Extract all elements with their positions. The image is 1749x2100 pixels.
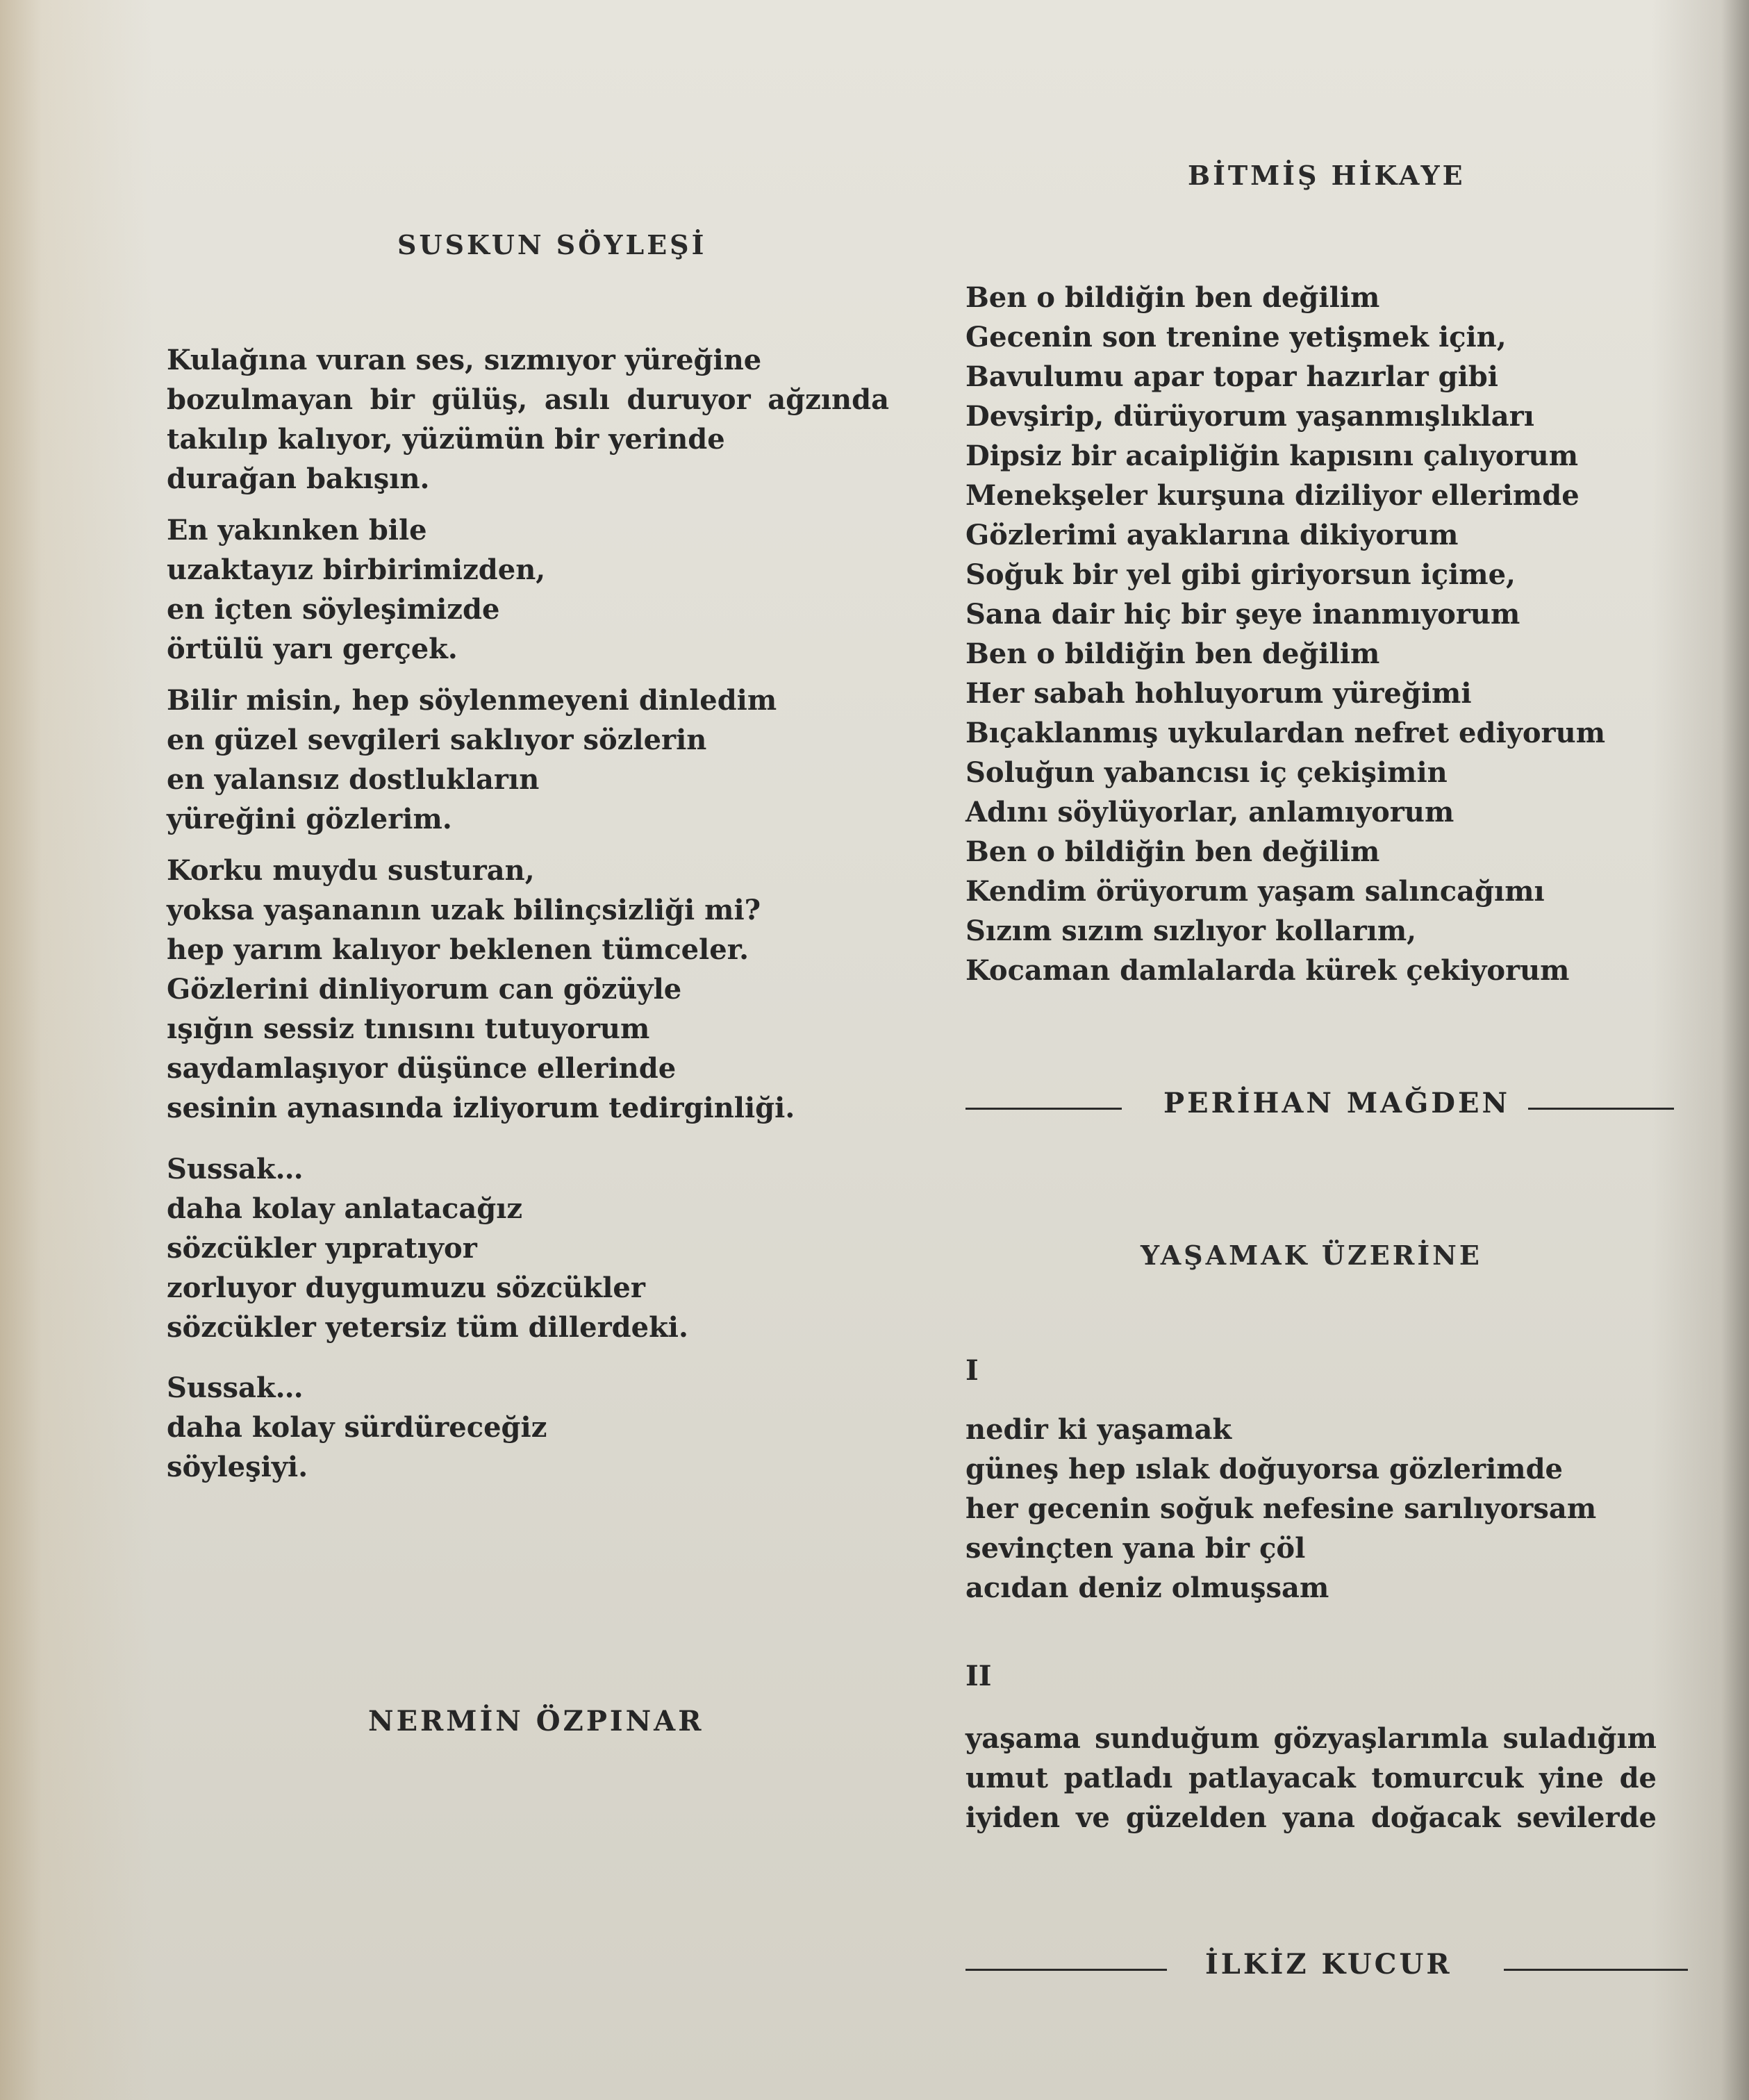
poem-section-1 — [965, 1410, 1596, 1608]
poem-line: bozulmayan bir gülüş, asılı duruyor ağzında — [167, 383, 889, 416]
poem-line: Soğuk bir yel gibi giriyorsun içime, — [965, 558, 1516, 591]
poem-line: Soluğun yabancısı iç çekişimin — [965, 756, 1448, 789]
poem-line: ışığın sessiz tınısını tutuyorum — [167, 1012, 650, 1045]
poem-line: Kulağına vuran ses, sızmıyor yüreğine — [167, 344, 762, 376]
poem-line: En yakınken bile — [167, 514, 427, 547]
author-perihan-magden: PERİHAN MAĞDEN — [1163, 1087, 1511, 1119]
poem-line: Ben o bildiğin ben değilim — [965, 281, 1380, 314]
poem-line: her gecenin soğuk nefesine sarılıyorsam — [965, 1492, 1597, 1525]
divider-rule — [1504, 1969, 1688, 1971]
stanza-2 — [167, 510, 545, 669]
poem-line: nedir ki yaşamak — [965, 1413, 1232, 1446]
poem-line: sözcükler yetersiz tüm dillerdeki. — [167, 1311, 688, 1344]
poem-section-2 — [965, 1719, 1657, 1838]
poem-line: hep yarım kalıyor beklenen tümceler. — [167, 933, 749, 966]
poem-line: iyiden ve güzelden yana doğacak sevilerde — [965, 1801, 1657, 1834]
author-nermin-ozpinar: NERMİN ÖZPINAR — [368, 1705, 704, 1738]
poem-line: güneş hep ıslak doğuyorsa gözlerimde — [965, 1453, 1563, 1485]
poem-line: yaşama sunduğum gözyaşlarımla suladığım — [965, 1722, 1657, 1755]
stanza-5 — [167, 1149, 688, 1347]
poem-line: Sızım sızım sızlıyor kollarım, — [965, 915, 1417, 947]
stanza-4 — [167, 851, 795, 1128]
poem-title-suskun-soylesi: SUSKUN SÖYLEŞİ — [397, 229, 707, 260]
author-ilkiz-kucur: İLKİZ KUCUR — [1205, 1948, 1452, 1981]
poem-line: zorluyor duygumuzu sözcükler — [167, 1272, 645, 1304]
poem-line: Gözlerini dinliyorum can gözüyle — [167, 973, 682, 1006]
poem-line: takılıp kalıyor, yüzümün bir yerinde — [167, 423, 725, 456]
poem-title-bitmis-hikaye: BİTMİŞ HİKAYE — [1188, 160, 1466, 191]
poem-line: en yalansız dostlukların — [167, 763, 540, 796]
poem-line: Gözlerimi ayaklarına dikiyorum — [965, 519, 1459, 551]
poem-line: Gecenin son trenine yetişmek için, — [965, 321, 1507, 353]
poem-title-yasamak-uzerine: YAŞAMAK ÜZERİNE — [1141, 1240, 1482, 1271]
poem-line: örtülü yarı gerçek. — [167, 633, 458, 665]
stanza-6 — [167, 1368, 547, 1487]
divider-rule — [1528, 1108, 1674, 1110]
poem-line: Bilir misin, hep söylenmeyeni dinledim — [167, 684, 777, 717]
poem-line: acıdan deniz olmuşsam — [965, 1572, 1329, 1604]
poem-line: Dipsiz bir acaipliğin kapısını çalıyorum — [965, 440, 1579, 472]
poem-line: Her sabah hohluyorum yüreğimi — [965, 677, 1472, 710]
divider-rule — [965, 1108, 1122, 1110]
poem-line: Kendim örüyorum yaşam salıncağımı — [965, 875, 1545, 908]
poem-line: Sussak… — [167, 1372, 304, 1404]
poem-line: umut patladı patlayacak tomurcuk yine de — [965, 1762, 1657, 1794]
stanza-3 — [167, 681, 777, 839]
poem-line: sesinin aynasında izliyorum tedirginliği. — [167, 1092, 795, 1124]
poem-line: saydamlaşıyor düşünce ellerinde — [167, 1052, 677, 1085]
poem-line: yoksa yaşananın uzak bilinçsizliği mi? — [167, 894, 761, 926]
poem-line: Kocaman damlalarda kürek çekiyorum — [965, 954, 1570, 987]
poem-body-bitmis-hikaye — [965, 278, 1605, 990]
poem-line: sözcükler yıpratıyor — [167, 1232, 477, 1265]
poem-line: yüreğini gözlerim. — [167, 803, 452, 835]
divider-rule — [965, 1969, 1167, 1971]
section-numeral-i: I — [965, 1354, 979, 1387]
poem-line: Korku muydu susturan, — [167, 854, 535, 887]
poem-line: daha kolay sürdüreceğiz — [167, 1411, 547, 1444]
section-numeral-ii: II — [965, 1660, 992, 1692]
poem-line: Menekşeler kurşuna diziliyor ellerimde — [965, 479, 1580, 512]
poem-line: söyleşiyi. — [167, 1451, 308, 1483]
poem-line: Bavulumu apar topar hazırlar gibi — [965, 360, 1498, 393]
poem-line: Adını söylüyorlar, anlamıyorum — [965, 796, 1454, 828]
poem-line: Sana dair hiç bir şeye inanmıyorum — [965, 598, 1520, 631]
stanza-1 — [167, 340, 889, 499]
poem-line: Bıçaklanmış uykulardan nefret ediyorum — [965, 717, 1606, 749]
poem-line: en güzel sevgileri saklıyor sözlerin — [167, 724, 707, 756]
poem-line: Devşirip, dürüyorum yaşanmışlıkları — [965, 400, 1534, 433]
poem-line: en içten söyleşimizde — [167, 593, 500, 626]
poem-line: uzaktayız birbirimizden, — [167, 553, 546, 586]
poem-line: durağan bakışın. — [167, 462, 430, 495]
poem-line: Ben o bildiğin ben değilim — [965, 835, 1380, 868]
poem-line: sevinçten yana bir çöl — [965, 1532, 1306, 1565]
poem-line: Sussak… — [167, 1153, 304, 1185]
poem-line: daha kolay anlatacağız — [167, 1192, 523, 1225]
poem-line: Ben o bildiğin ben değilim — [965, 638, 1380, 670]
